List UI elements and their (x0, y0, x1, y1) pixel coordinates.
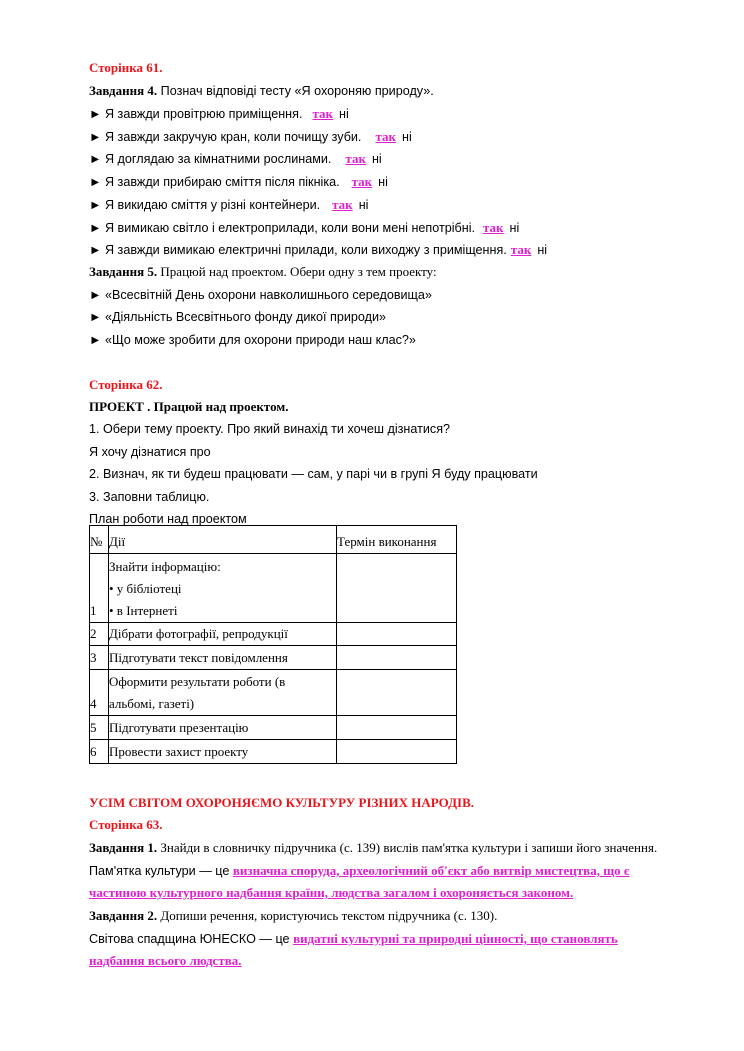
answer-1-line-2 (89, 885, 573, 901)
row-action: Дібрати фотографії, репродукції (109, 623, 337, 646)
task-2-text: Допиши речення, користуючись текстом підручника (с. 130). (157, 908, 498, 923)
bullet: ► (89, 310, 102, 324)
row-deadline[interactable] (337, 670, 457, 716)
answer-yes[interactable]: так (312, 106, 333, 121)
table-row (90, 716, 457, 740)
answer-yes[interactable]: так (345, 151, 366, 166)
task-4-label: Завдання 4. (89, 83, 158, 98)
row-number: 3 (90, 646, 109, 670)
bullet: ► (89, 107, 102, 121)
col-header-number: № (90, 526, 109, 554)
table-header-row (90, 526, 457, 554)
plan-table (89, 525, 457, 764)
answer-2-text-cont: надбання всього людства. (89, 953, 242, 968)
answer-2-line-2 (89, 953, 241, 969)
answer-yes[interactable]: так (351, 174, 373, 189)
answer-no[interactable]: ні (358, 198, 369, 212)
topic-text: «Всесвітній День охорони навколишнього середовища» (101, 288, 432, 302)
page-63-heading: Сторінка 63. (89, 817, 163, 832)
answer-1-text: визначна споруда, археологічний об'єкт або витвір мистецтва, що є (232, 863, 630, 878)
row-number: 1 (90, 554, 109, 623)
topic-2 (89, 309, 386, 325)
row-deadline[interactable] (337, 646, 457, 670)
bullet: ► (89, 333, 102, 347)
answer-no[interactable]: ні (509, 221, 520, 235)
row-deadline[interactable] (337, 623, 457, 646)
row-number: 4 (90, 670, 109, 716)
table-row (90, 740, 457, 764)
bullet: ► (89, 130, 102, 144)
test-item-text: Я завжди закручую кран, коли почищу зуби. (101, 130, 362, 144)
topic-3 (89, 332, 416, 348)
test-item-6 (89, 220, 519, 236)
want-to-know: Я хочу дізнатися про (89, 445, 211, 459)
row-number: 2 (90, 623, 109, 646)
task-1-label: Завдання 1. (89, 840, 158, 855)
row-action-line: Оформити результати роботи (в (109, 674, 286, 689)
task-2-label: Завдання 2. (89, 908, 158, 923)
page-61-heading: Сторінка 61. (89, 60, 163, 75)
row-action-line: • у бібліотеці (109, 581, 182, 596)
answer-no[interactable]: ні (401, 130, 412, 144)
bullet: ► (89, 175, 102, 189)
answer-no[interactable]: ні (371, 152, 382, 166)
table-row (90, 554, 457, 623)
plan-title: План роботи над проектом (89, 512, 247, 526)
answer-2-lead: Світова спадщина ЮНЕСКО — це (89, 932, 294, 946)
answer-yes[interactable]: так (375, 129, 396, 144)
task-5-text: Працюй над проектом. Обери одну з тем проекту: (157, 264, 437, 279)
row-action-line: • в Інтернеті (109, 603, 178, 618)
answer-2-line-1 (89, 931, 618, 947)
test-item-text: Я вимикаю світло і електроприлади, коли вони мені непотрібні. (101, 221, 475, 235)
task-4 (89, 83, 434, 99)
row-number: 5 (90, 716, 109, 740)
row-number: 6 (90, 740, 109, 764)
answer-no[interactable]: ні (537, 243, 548, 257)
answer-1-text-cont: частиною культурного надбання країни, людства загалом і охороняється законом. (89, 885, 574, 900)
section-title: УСІМ СВІТОМ ОХОРОНЯЄМО КУЛЬТУРУ РІЗНИХ НАРОДІВ. (89, 795, 475, 810)
bullet: ► (89, 288, 102, 302)
answer-yes[interactable]: так (510, 242, 532, 257)
task-1-text: Знайди в словничку підручника (с. 139) вислів пам'ятка культури і запиши його значення. (157, 840, 658, 855)
answer-2-text: видатні культурні та природні цінності, що становлять (293, 931, 618, 946)
test-item-7 (89, 242, 547, 258)
bullet: ► (89, 221, 102, 235)
table-row (90, 646, 457, 670)
question-2: 2. Визнач, як ти будеш працювати — сам, у парі чи в групі Я буду працювати (89, 467, 538, 481)
task-5-label: Завдання 5. (89, 264, 158, 279)
row-action-line: альбомі, газеті) (109, 696, 195, 711)
bullet: ► (89, 198, 102, 212)
project-title: ПРОЕКТ . Працюй над проектом. (89, 399, 289, 414)
test-item-2 (89, 129, 412, 145)
table-row (90, 623, 457, 646)
col-header-deadline: Термін виконання (337, 526, 457, 554)
test-item-1 (89, 106, 349, 122)
topic-text: «Діяльність Всесвітнього фонду дикої природи» (101, 310, 386, 324)
question-1: 1. Обери тему проекту. Про який винахід ти хочеш дізнатися? (89, 422, 451, 436)
task-1 (89, 840, 657, 856)
bullet: ► (89, 243, 102, 257)
test-item-4 (89, 174, 388, 190)
answer-yes[interactable]: так (483, 220, 504, 235)
row-action-line: Знайти інформацію: (109, 559, 221, 574)
answer-1-line-1 (89, 863, 630, 879)
col-header-actions: Дії (109, 526, 337, 554)
row-action: Провести захист проекту (109, 740, 337, 764)
row-action (109, 554, 337, 623)
topic-text: «Що може зробити для охорони природи наш клас?» (101, 333, 416, 347)
test-item-5 (89, 197, 368, 213)
row-action: Підготувати текст повідомлення (109, 646, 337, 670)
answer-no[interactable]: ні (339, 107, 349, 121)
page-62-heading: Сторінка 62. (89, 377, 163, 392)
row-deadline[interactable] (337, 554, 457, 623)
test-item-text: Я завжди провітрюю приміщення. (101, 107, 303, 121)
question-3: 3. Заповни таблицю. (89, 490, 210, 504)
answer-no[interactable]: ні (378, 175, 388, 189)
test-item-text: Я викидаю сміття у різні контейнери. (101, 198, 321, 212)
task-5 (89, 264, 437, 280)
row-deadline[interactable] (337, 740, 457, 764)
test-item-text: Я завжди прибираю сміття після пікніка. (101, 175, 340, 189)
task-2 (89, 908, 497, 924)
answer-yes[interactable]: так (332, 197, 353, 212)
topic-1 (89, 287, 432, 303)
test-item-3 (89, 151, 382, 167)
bullet: ► (89, 152, 102, 166)
row-deadline[interactable] (337, 716, 457, 740)
row-action: Підготувати презентацію (109, 716, 337, 740)
task-4-text: Познач відповіді тесту «Я охороняю природу». (157, 84, 434, 98)
test-item-text: Я завжди вимикаю електричні прилади, коли виходжу з приміщення. (101, 243, 507, 257)
answer-1-lead: Пам'ятка культури — це (89, 864, 233, 878)
table-row (90, 670, 457, 716)
test-item-text: Я доглядаю за кімнатними рослинами. (101, 152, 332, 166)
row-action (109, 670, 337, 716)
